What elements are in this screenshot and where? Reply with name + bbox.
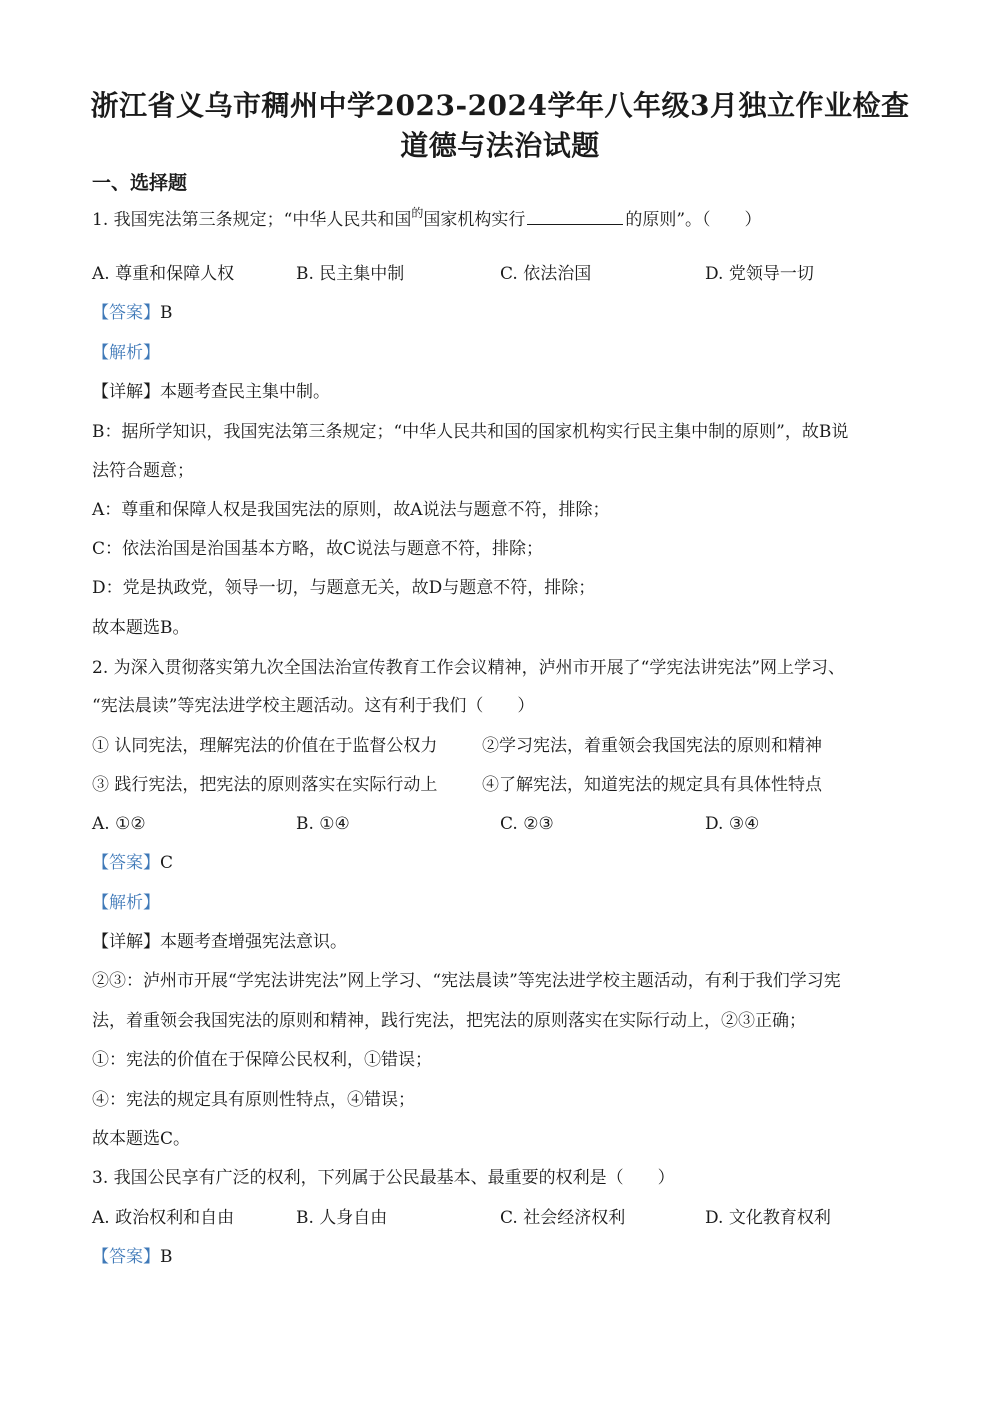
question-2-statement-1: ① 认同宪法，理解宪法的价值在于监督公权力: [92, 736, 438, 756]
question-1-stem: 1. 我国宪法第三条规定；“中华人民共和国$^的$国家机构实行 的原则”。（ ）: [92, 206, 762, 230]
question-1-explanation-line: 法符合题意；: [92, 461, 194, 481]
question-3-stem: 3. 我国公民享有广泛的权利，下列属于公民最基本、最重要的权利是（ ）: [92, 1168, 675, 1188]
question-1-explanation-line: D：党是执政党，领导一切，与题意无关，故D与题意不符，排除；: [92, 578, 596, 598]
analysis-tag: 【解析】: [92, 343, 160, 363]
question-2-explanation-line: ④：宪法的规定具有原则性特点，④错误；: [92, 1090, 415, 1110]
question-1-explanation-line: C：依法治国是治国基本方略，故C说法与题意不符，排除；: [92, 539, 544, 559]
question-1-detail: 【详解】本题考查民主集中制。: [92, 382, 330, 402]
question-1-option-c: C. 依法治国: [500, 264, 592, 284]
question-1-answer: 【答案】B: [92, 303, 173, 323]
question-3-answer: 【答案】B: [92, 1247, 173, 1267]
question-1-explanation-line: A：尊重和保障人权是我国宪法的原则，故A说法与题意不符，排除；: [92, 500, 610, 520]
detail-tag: 【详解】: [92, 932, 160, 952]
question-2-detail: 【详解】本题考查增强宪法意识。: [92, 932, 347, 952]
question-2-statement-4: ④了解宪法，知道宪法的规定具有具体性特点: [482, 775, 822, 795]
answer-tag: 【答案】: [92, 853, 160, 873]
question-3-option-d: D. 文化教育权利: [705, 1208, 831, 1228]
question-1-option-b: B. 民主集中制: [296, 264, 405, 284]
exam-subtitle: 道德与法治试题: [400, 129, 600, 162]
question-2-explanation-line: ②③：泸州市开展“学宪法讲宪法”网上学习、“宪法晨读”等宪法进学校主题活动，有利于我们学习宪: [92, 971, 841, 991]
question-1-analysis-tag: [92, 341, 160, 365]
section-heading: 一、选择题: [92, 172, 188, 194]
question-3-option-c: C. 社会经济权利: [500, 1208, 626, 1228]
exam-title: 浙江省义乌市稠州中学2023-2024学年八年级3月独立作业检查: [90, 89, 910, 122]
question-1-option-d: D. 党领导一切: [705, 264, 814, 284]
analysis-tag: 【解析】: [92, 893, 160, 913]
question-3-option-b: B. 人身自由: [296, 1208, 388, 1228]
question-2-stem-line: 2. 为深入贯彻落实第九次全国法治宣传教育工作会议精神，泸州市开展了“学宪法讲宪法”网上学习、: [92, 658, 846, 678]
question-2-option-d: D. ③④: [705, 814, 760, 834]
question-2-statement-3: ③ 践行宪法，把宪法的原则落实在实际行动上: [92, 775, 438, 795]
question-2-option-c: C. ②③: [500, 814, 554, 834]
question-2-answer: 【答案】C: [92, 853, 174, 873]
question-2-statement-2: ②学习宪法，着重领会我国宪法的原则和精神: [482, 736, 822, 756]
question-2-conclusion: 故本题选C。: [92, 1129, 191, 1149]
answer-blank: [527, 206, 623, 225]
question-2-option-b: B. ①④: [296, 814, 350, 834]
answer-tag: 【答案】: [92, 1247, 160, 1267]
answer-tag: 【答案】: [92, 303, 160, 323]
question-2-option-a: A. ①②: [92, 814, 146, 834]
question-2-explanation-line: ①：宪法的价值在于保障公民权利，①错误；: [92, 1050, 432, 1070]
question-2-stem-line: “宪法晨读”等宪法进学校主题活动。这有利于我们（ ）: [92, 696, 535, 716]
question-2-analysis-tag: [92, 891, 160, 915]
detail-tag: 【详解】: [92, 382, 160, 402]
question-1-option-a: A. 尊重和保障人权: [92, 264, 235, 284]
question-2-explanation-line: 法，着重领会我国宪法的原则和精神，践行宪法，把宪法的原则落实在实际行动上，②③正确；: [92, 1011, 806, 1031]
question-3-option-a: A. 政治权利和自由: [92, 1208, 235, 1228]
question-1-explanation-line: B：据所学知识，我国宪法第三条规定；“中华人民共和国的国家机构实行民主集中制的原则”，故B说: [92, 422, 849, 442]
question-1-conclusion: 故本题选B。: [92, 618, 190, 638]
